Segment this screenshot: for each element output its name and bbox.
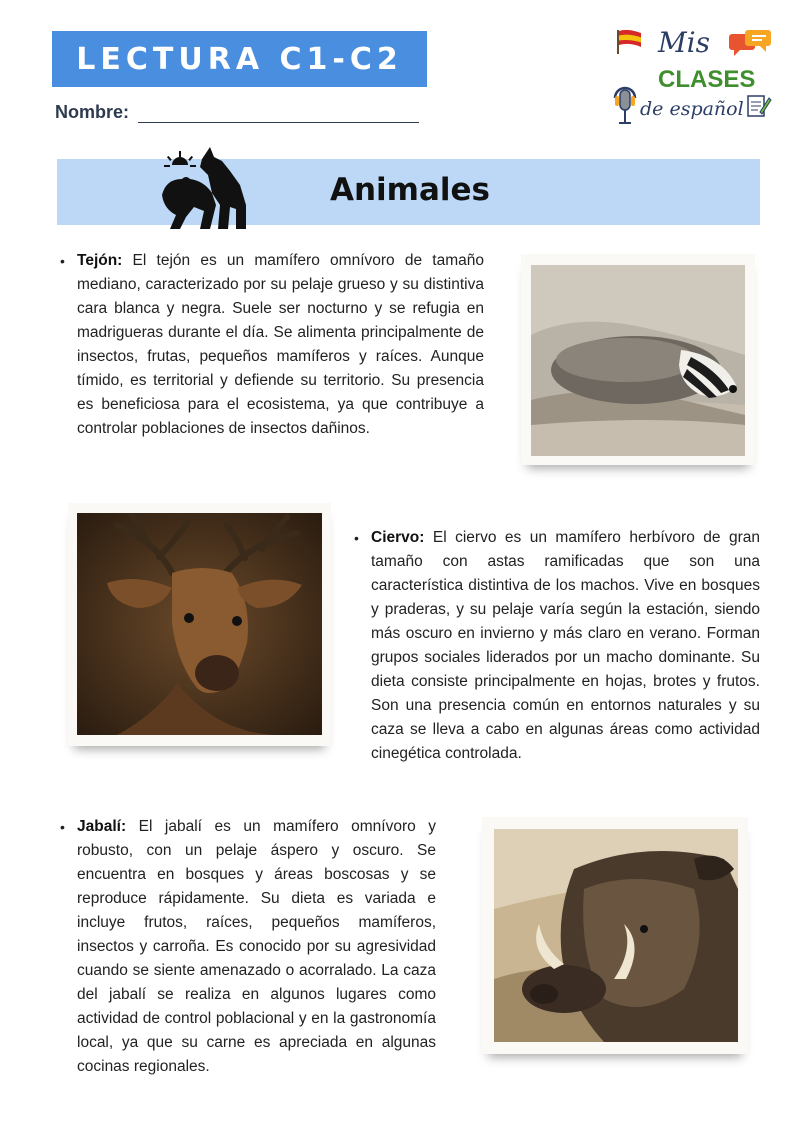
speech-bubbles-icon (728, 28, 774, 60)
description-ciervo: El ciervo es un mamífero herbívoro de gran tamaño con astas ramificadas que son una característica distintiva de los machos. Vive en bosques y praderas, y su pelaje varía según la estación, siendo más oscuro en invierno y más claro en verano. Forman grupos sociales liderados por un macho dominante. Su dieta consiste principalmente en hojas, brotes y frutos. Son una presencia común en entornos naturales y su caza se lleva a cabo en algunas áreas como actividad cinegética controlada. (371, 529, 760, 762)
bullet-marker: • (60, 253, 65, 269)
worksheet-title: LECTURA C1-C2 (52, 31, 427, 87)
boar-image (494, 829, 738, 1042)
spain-flag-icon (614, 28, 644, 54)
name-blank-line (138, 122, 419, 123)
photo-badger (521, 254, 755, 465)
bullet-marker: • (60, 819, 65, 835)
notebook-pencil-icon (746, 92, 772, 120)
photo-boar (482, 817, 748, 1054)
paragraph-jabali (60, 815, 436, 1079)
bullet-marker: • (354, 530, 359, 546)
description-jabali: El jabalí es un mamífero omnívoro y robusto, con un pelaje áspero y oscuro. Se encuentra en bosques y áreas boscosas y se reproduce rápidamente. Su dieta es variada e incluye frutos, raíces, pequeños mamíferos, insectos y carroña. Es conocido por su agresividad cuando se siente amenazado o acorralado. La caza del jabalí se realiza en algunos lugares como actividad de control poblacional y en la gastronomía local, ya que su carne es apreciada en algunas cocinas regionales. (77, 818, 436, 1075)
section-title: Animales (330, 172, 491, 208)
term-tejon: Tejón: (77, 252, 123, 269)
description-tejon: El tejón es un mamífero omnívoro de tamaño mediano, caracterizado por su pelaje grueso y su distintiva cara blanca y negra. Suele ser nocturno y se refugia en madrigueras durante el día. Se alimenta principalmente de insectos, frutas, pequeños mamíferos y raíces. Aunque tímido, es territorial y defiende su territorio. Su presencia es beneficiosa para el ecosistema, ya que contribuye a controlar poblaciones de insectos dañinos. (77, 252, 484, 437)
mis-clases-logo (610, 22, 780, 137)
deer-image (77, 513, 322, 735)
name-label: Nombre: (55, 102, 130, 122)
wild-animals-icon (160, 145, 250, 231)
logo-text-de-espanol: de español (640, 98, 744, 120)
term-ciervo: Ciervo: (371, 529, 425, 546)
logo-text-mis: Mis (658, 26, 710, 59)
term-jabali: Jabalí: (77, 818, 127, 835)
paragraph-tejon (60, 249, 484, 441)
logo-text-clases: CLASES (658, 66, 756, 93)
photo-deer (68, 503, 331, 746)
microphone-icon (612, 82, 638, 128)
paragraph-ciervo (354, 526, 760, 766)
badger-image (531, 265, 745, 456)
